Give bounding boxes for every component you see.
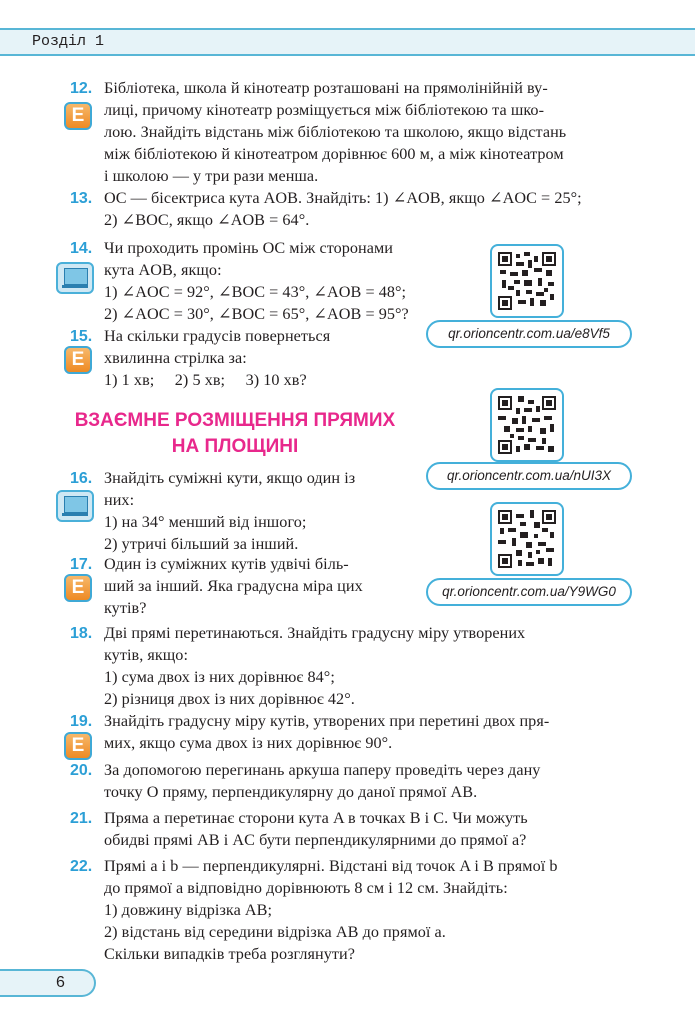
text-line: ший за інший. Яка градусна міра цих [104,577,363,595]
computer-icon [56,490,94,522]
problem-12-number: 12. [70,80,93,97]
problem-17-number: 17. [70,556,93,573]
computer-icon [56,262,94,294]
qr-link-2[interactable]: qr.orioncentr.com.ua/nUI3X [426,462,632,490]
text-line: 1) сума двох із них дорівнює 84°; [104,668,335,686]
problem-15-number: 15. [70,328,93,345]
text-line: 1) ∠AOC = 92°, ∠BOC = 43°, ∠AOB = 48°; [104,283,407,301]
text-line: мих, якщо сума двох із них дорівнює 90°. [104,734,393,752]
problem-16-number: 16. [70,470,93,487]
problem-15-text [104,325,424,391]
text-line: 2) різниця двох із них дорівнює 42°. [104,690,355,708]
problem-17-text [104,553,408,619]
problem-12-text [104,77,632,187]
problem-19-number: 19. [70,713,93,730]
problem-18-number: 18. [70,625,93,642]
text-line: 1) на 34° менший від іншого; [104,513,307,531]
e-exercise-icon: E [64,732,92,760]
problem-21-text [104,807,632,851]
qr-code-image [490,388,564,462]
problem-19-text [104,710,632,754]
problem-13-number: 13. [70,190,93,207]
text-line: між бібліотекою й кінотеатром дорівнює 600 м, а між кінотеатром [104,145,564,163]
problem-22-number: 22. [70,858,93,875]
section-title-line-2: НА ПЛОЩИНІ [171,436,299,457]
e-exercise-icon: E [64,102,92,130]
text-line: обидві прямі AB і AC бути перпендикулярними до прямої a? [104,831,527,849]
problem-14-text [104,237,444,325]
text-line: Скільки випадків треба розглянути? [104,945,355,963]
text-line: 2) відстань від середини відрізка AB до прямої a. [104,923,446,941]
text-line: них: [104,491,135,509]
text-line: Прямі a і b — перпендикулярні. Відстані від точок A і B прямої b [104,857,558,875]
text-line: кутів? [104,599,147,617]
problem-14-number: 14. [70,240,93,257]
text-line: лою. Знайдіть відстань між бібліотекою та школою, якщо відстань [104,123,567,141]
qr-link-3[interactable]: qr.orioncentr.com.ua/Y9WG0 [426,578,632,606]
text-line: 1) довжину відрізка AB; [104,901,273,919]
text-line: і школою — у три рази менша. [104,167,319,185]
problem-18-text [104,622,632,710]
e-exercise-icon: E [64,574,92,602]
text-line: 2) ∠AOC = 30°, ∠BOC = 65°, ∠AOB = 95°? [104,305,409,323]
text-line: хвилинна стрілка за: [104,349,247,367]
text-line: кутів, якщо: [104,646,189,664]
text-line: Один із суміжних кутів удвічі біль- [104,555,349,573]
qr-code-image [490,502,564,576]
e-exercise-icon: E [64,346,92,374]
page-number: 6 [0,969,96,997]
text-line: Пряма a перетинає сторони кута A в точках B і C. Чи можуть [104,809,528,827]
text-line: Знайдіть суміжні кути, якщо один із [104,469,356,487]
problem-20-text [104,759,632,803]
section-title-line-1: ВЗАЄМНЕ РОЗМІЩЕННЯ ПРЯМИХ [74,410,396,431]
text-line: 1) 1 хв; 2) 5 хв; 3) 10 хв? [104,371,307,389]
text-line: OC — бісектриса кута AOB. Знайдіть: 1) ∠AOB, якщо ∠AOC = 25°; [104,189,582,207]
section-header-bar [0,28,695,56]
text-line: лиці, причому кінотеатр розміщується між бібліотекою та шко- [104,101,545,119]
problem-13-text [104,187,632,231]
problem-22-text [104,855,632,965]
qr-link-1[interactable]: qr.orioncentr.com.ua/e8Vf5 [426,320,632,348]
text-line: 2) утричі більший за інший. [104,535,299,553]
section-header-title: Розділ 1 [32,33,105,50]
text-line: 2) ∠BOC, якщо ∠AOB = 64°. [104,211,310,229]
text-line: кута AOB, якщо: [104,261,222,279]
text-line: Бібліотека, школа й кінотеатр розташовані на прямолінійній ву- [104,79,548,97]
text-line: Чи проходить промінь OC між сторонами [104,239,393,257]
qr-code-image [490,244,564,318]
text-line: За допомогою перегинань аркуша паперу проведіть через дану [104,761,541,779]
problem-20-number: 20. [70,762,93,779]
text-line: точку O пряму, перпендикулярну до даної прямої AB. [104,783,478,801]
text-line: Дві прямі перетинаються. Знайдіть градусну міру утворених [104,624,526,642]
text-line: На скільки градусів повернеться [104,327,331,345]
text-line: до прямої a відповідно дорівнюють 8 см і 12 см. Знайдіть: [104,879,508,897]
problem-21-number: 21. [70,810,93,827]
problem-16-text [104,467,408,555]
text-line: Знайдіть градусну міру кутів, утворених при перетині двох пря- [104,712,550,730]
